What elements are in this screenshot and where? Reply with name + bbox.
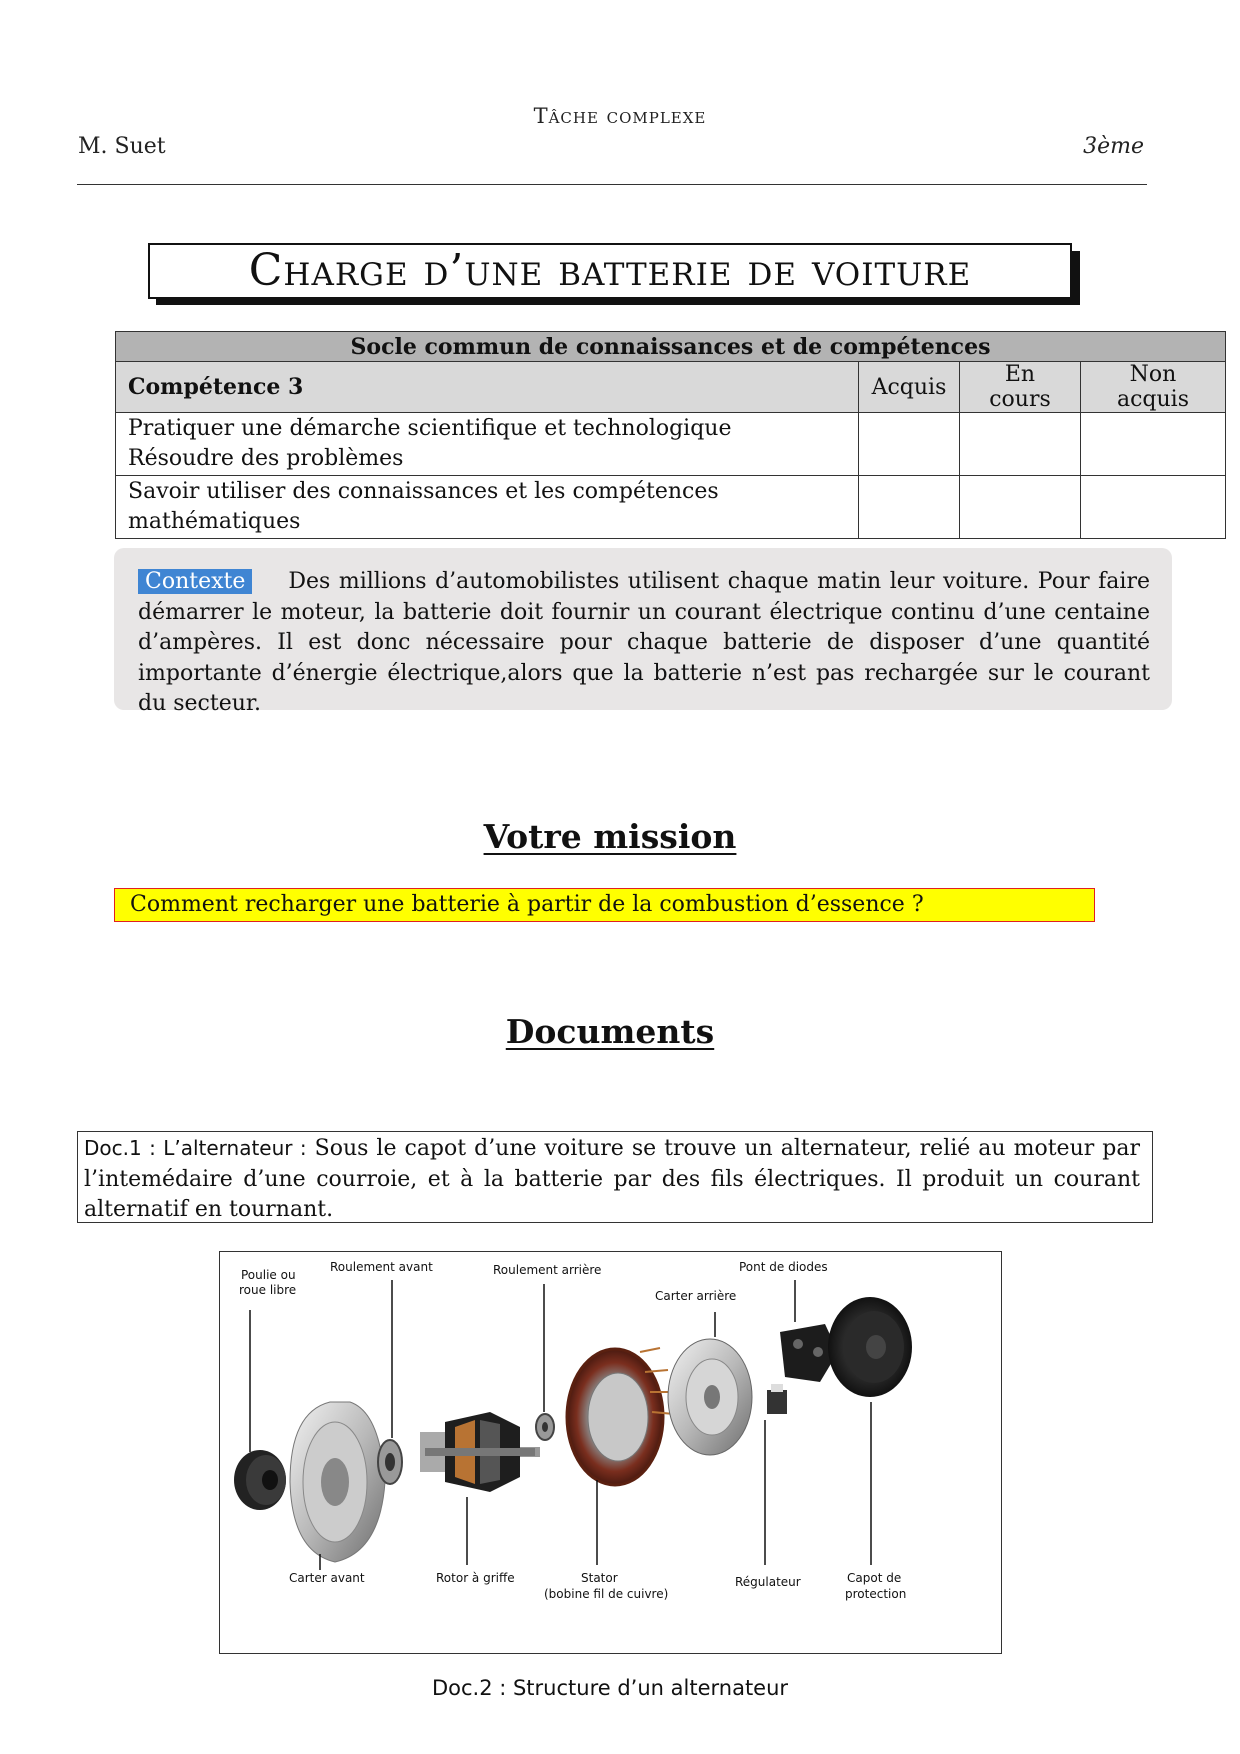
competence-label: Compétence 3 (116, 362, 859, 413)
check-cell-non-acquis[interactable] (1081, 413, 1226, 476)
documents-heading: Documents (505, 1012, 715, 1051)
label-stator-line2: (bobine fil de cuivre) (544, 1587, 669, 1601)
skills-table-header: Socle commun de connaissances et de compétences (116, 332, 1226, 362)
column-en-cours: En cours (960, 362, 1081, 413)
label-roulement-avant: Roulement avant (330, 1260, 433, 1274)
doc1-text: Sous le capot d’une voiture se trouve un alternateur, relié au moteur par l’intemédaire d’une courroie, et à la batterie par des fils électriques. Il produit un courant alternatif en tournant. (84, 1136, 1140, 1222)
mission-question: Comment recharger une batterie à partir de la combustion d’essence ? (130, 892, 924, 917)
check-cell-en-cours[interactable] (960, 413, 1081, 476)
context-label: Contexte (138, 569, 252, 594)
label-capot-line1: Capot de (847, 1571, 902, 1585)
table-row (116, 413, 1226, 476)
protective-cover-part (828, 1297, 912, 1397)
check-cell-acquis[interactable] (859, 476, 960, 539)
context-paragraph (138, 567, 1150, 720)
skill-cell (116, 413, 859, 476)
stator-part (567, 1348, 674, 1485)
label-pont-diodes: Pont de diodes (739, 1260, 828, 1274)
context-text: Des millions d’automobilistes utilisent chaque matin leur voiture. Pour faire démarrer le moteur, la batterie doit fournir un courant électrique continu d’une centaine d’ampères. Il est donc nécessaire pour chaque batterie de disposer d’une quantité importante d’énergie électrique,alors que la batterie n’est pas rechargée sur le courant du secteur. (138, 569, 1150, 716)
label-capot-line2: protection (845, 1587, 907, 1601)
label-regulateur: Régulateur (735, 1575, 801, 1589)
doc1-paragraph (84, 1133, 1140, 1226)
alternator-figure (219, 1251, 1002, 1654)
skill-text: Savoir utiliser des connaissances et les compétences mathématiques (128, 479, 719, 534)
column-acquis: Acquis (859, 362, 960, 413)
column-non-acquis: Non acquis (1081, 362, 1226, 413)
header-title: Tâche complexe (533, 104, 707, 128)
label-stator-line1: Stator (581, 1571, 618, 1585)
skill-text: Pratiquer une démarche scientifique et technologique (128, 416, 732, 441)
rear-housing-part (668, 1339, 752, 1455)
skill-text: Résoudre des problèmes (128, 446, 404, 471)
regulator-part (767, 1384, 787, 1414)
front-housing-part (290, 1402, 385, 1562)
label-carter-avant: Carter avant (289, 1571, 365, 1585)
alternator-diagram (220, 1252, 1000, 1652)
mission-heading: Votre mission (483, 817, 737, 856)
label-poulie-line2: roue libre (239, 1283, 297, 1297)
check-cell-non-acquis[interactable] (1081, 476, 1226, 539)
check-cell-acquis[interactable] (859, 413, 960, 476)
pulley-part (234, 1450, 286, 1510)
rear-bearing-part (536, 1414, 554, 1440)
check-cell-en-cours[interactable] (960, 476, 1081, 539)
page-title: Charge d’une batterie de voiture (148, 243, 1072, 299)
header-author: M. Suet (78, 134, 166, 159)
table-row (116, 476, 1226, 539)
rotor-part (420, 1412, 540, 1492)
skill-cell (116, 476, 859, 539)
label-roulement-arriere: Roulement arrière (493, 1263, 602, 1277)
label-carter-arriere: Carter arrière (655, 1289, 737, 1303)
header-rule (77, 184, 1147, 185)
label-poulie-line1: Poulie ou (241, 1268, 296, 1282)
front-bearing-part (378, 1440, 402, 1484)
header-level: 3ème (1083, 134, 1144, 159)
doc1-label: Doc.1 : L’alternateur : (84, 1136, 307, 1160)
label-rotor: Rotor à griffe (436, 1571, 515, 1585)
figure-caption: Doc.2 : Structure d’un alternateur (431, 1676, 789, 1700)
skills-table (115, 331, 1226, 539)
